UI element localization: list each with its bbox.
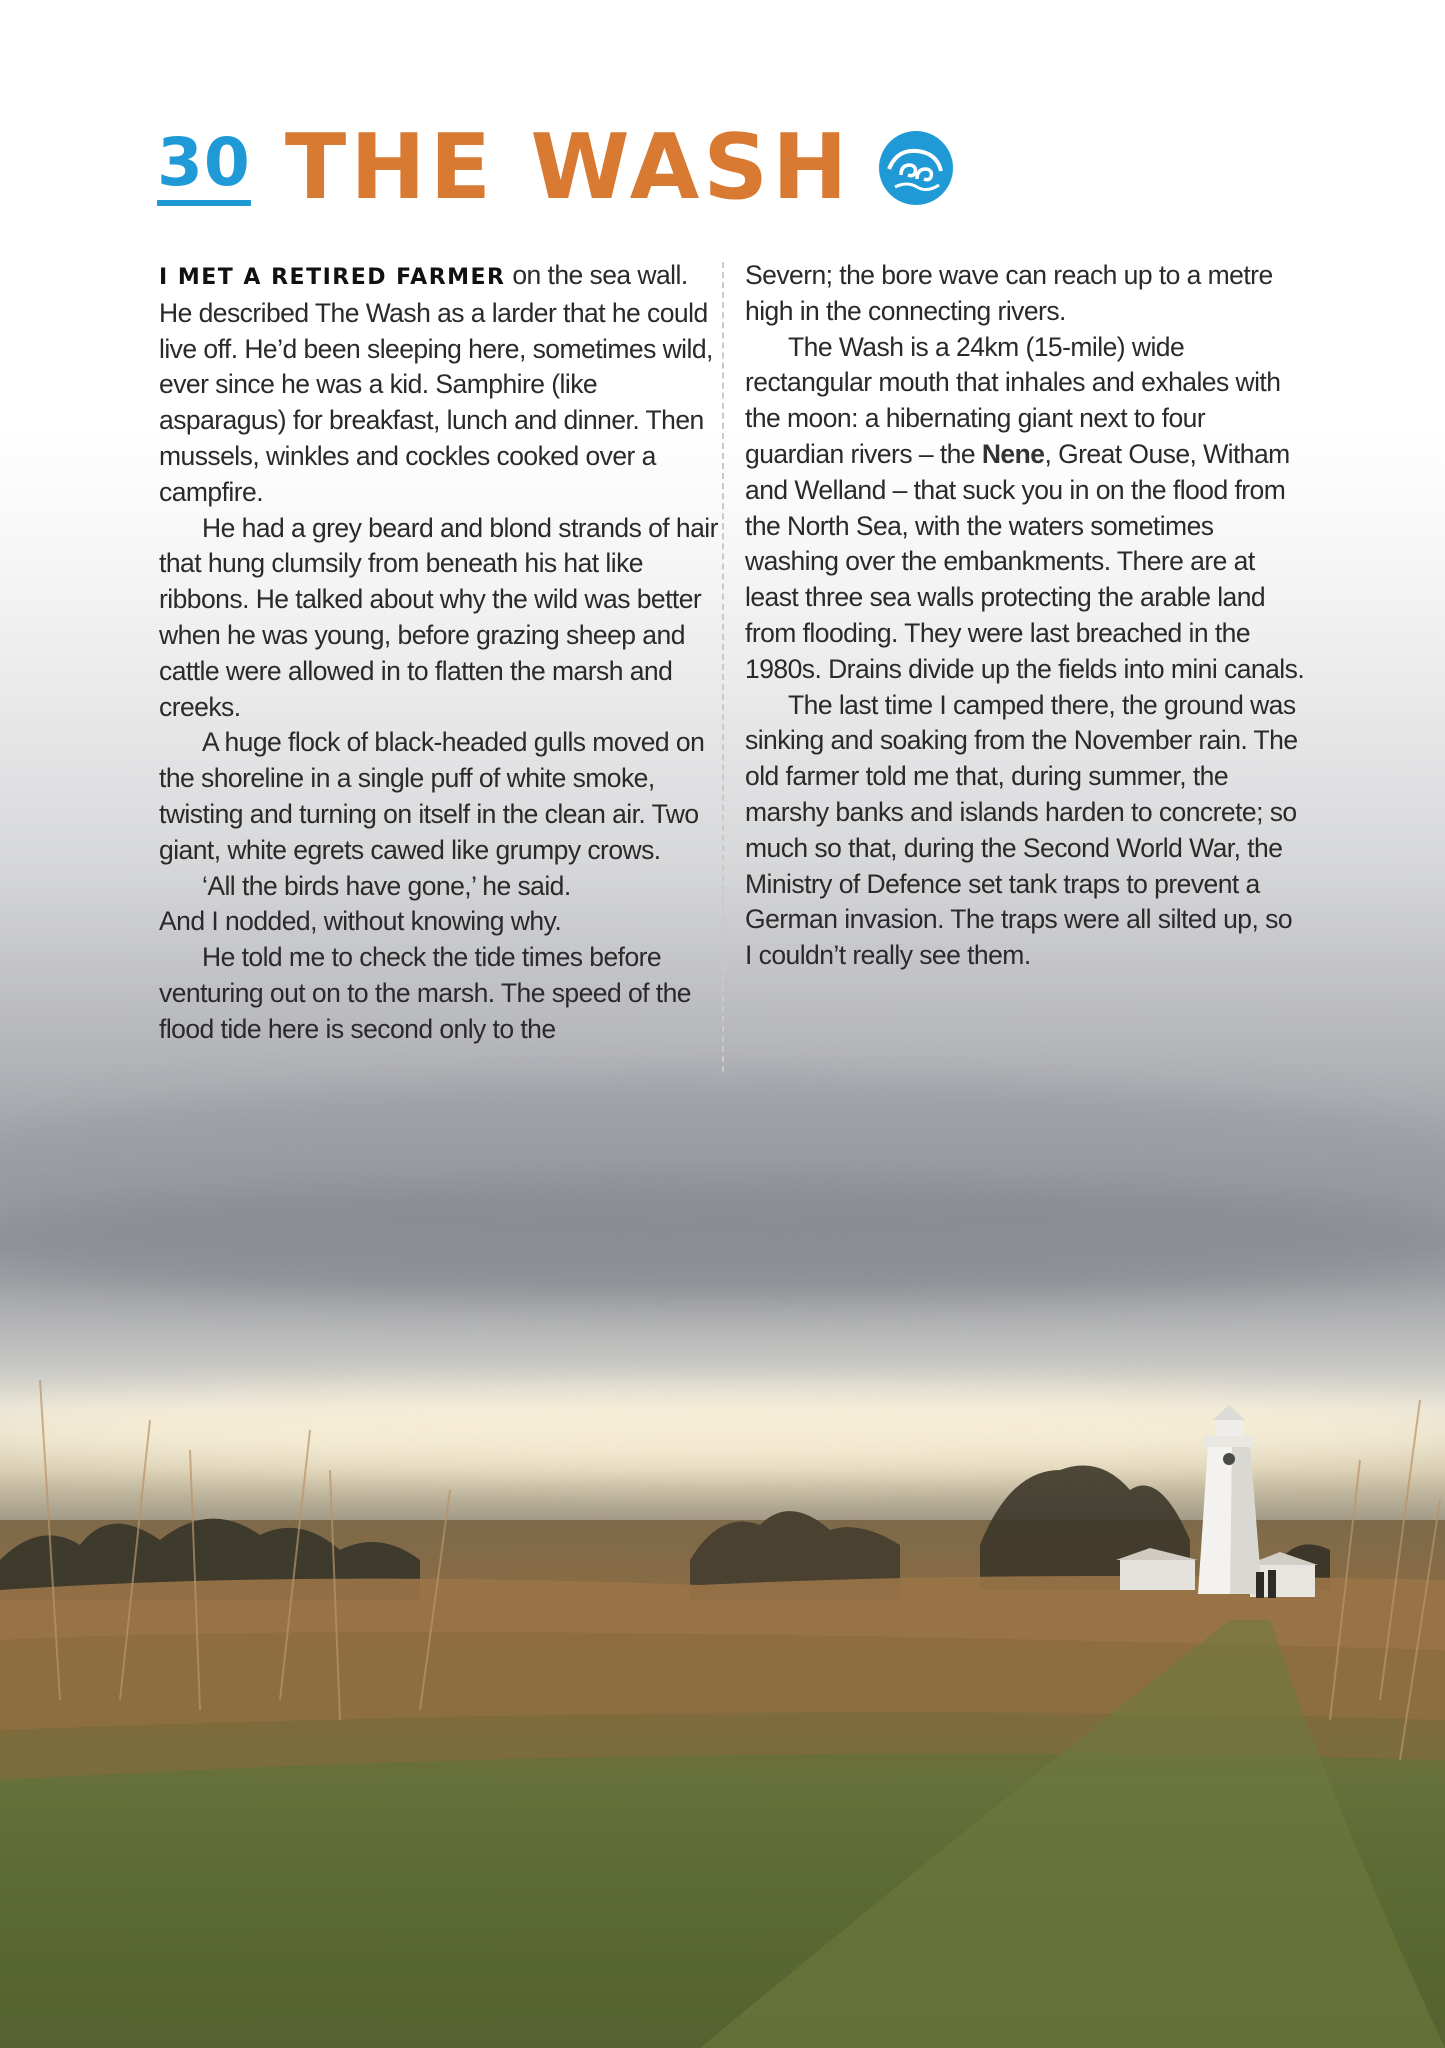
lighthouse-gallery (1204, 1435, 1254, 1447)
paragraph-text: on the sea wall. He described The Wash as a larder that he could live off. He’d been sleeping here, sometimes wild, ever since he was a kid. Samphire (like asparagus) for breakfast, lunch and dinner. Then mussels, winkles and cockles cooked over a campfire. (159, 260, 713, 507)
paragraph: Severn; the bore wave can reach up to a metre high in the connecting rivers. (745, 260, 1273, 326)
paragraph-text: The Wash is a 24km (15-mile) wide rectangular mouth that inhales and exhales with the moon: a hibernating giant next to four guardian rivers – the (745, 331, 1281, 469)
paragraph: The last time I camped there, the ground was sinking and soaking from the November rain. The old farmer told me that, during summer, the marshy banks and islands harden to concrete; so much so that, during the Second World War, the Ministry of Defence set tank traps to prevent a German invasion. The traps were all silted up, so I couldn’t really see them. (745, 689, 1298, 971)
paragraph: A huge flock of black-headed gulls moved on the shoreline in a single puff of white smoke, twisting and turning on itself in the clean air. Two giant, white egrets cawed like grumpy crows. (159, 727, 705, 865)
walker (1268, 1570, 1276, 1598)
lighthouse-tower-shade (1230, 1445, 1262, 1594)
chapter-number: 30 (157, 130, 251, 206)
lighthouse-clock (1223, 1453, 1235, 1465)
chapter-heading (157, 115, 955, 220)
cottage (1120, 1560, 1195, 1590)
column-divider (722, 262, 724, 1072)
river-name-bold: Nene (981, 438, 1045, 469)
walker (1256, 1572, 1264, 1598)
paragraph: He had a grey beard and blond strands of hair that hung clumsily from beneath his hat like ribbons. He talked about why the wild was better when he was young, before grazing sheep and cattle were allowed in to flatten the marsh and creeks. (159, 512, 718, 722)
chapter-title: THE WASH (284, 115, 852, 220)
lighthouse-roof (1213, 1405, 1245, 1420)
lead-in: I MET A RETIRED FARMER (159, 265, 506, 290)
paragraph (745, 330, 1305, 688)
wave-spiral-icon (877, 129, 955, 207)
paragraph: He told me to check the tide times before venturing out on to the marsh. The speed of the flood tide here is second only to the (159, 942, 691, 1044)
text-column-left (159, 258, 719, 1048)
paragraph: And I nodded, without knowing why. (159, 906, 562, 937)
paragraph: ‘All the birds have gone,’ he said. (202, 870, 571, 901)
paragraph (159, 258, 719, 511)
lighthouse-lantern (1215, 1420, 1243, 1436)
text-column-right (745, 258, 1305, 974)
paragraph-text: , Great Ouse, Witham and Welland – that suck you in on the flood from the North Sea, with the waters sometimes washing over the embankments. There are at least three sea walls protecting the arable land from flooding. They were last breached in the 1980s. Drains divide up the fields into mini canals. (745, 438, 1305, 684)
